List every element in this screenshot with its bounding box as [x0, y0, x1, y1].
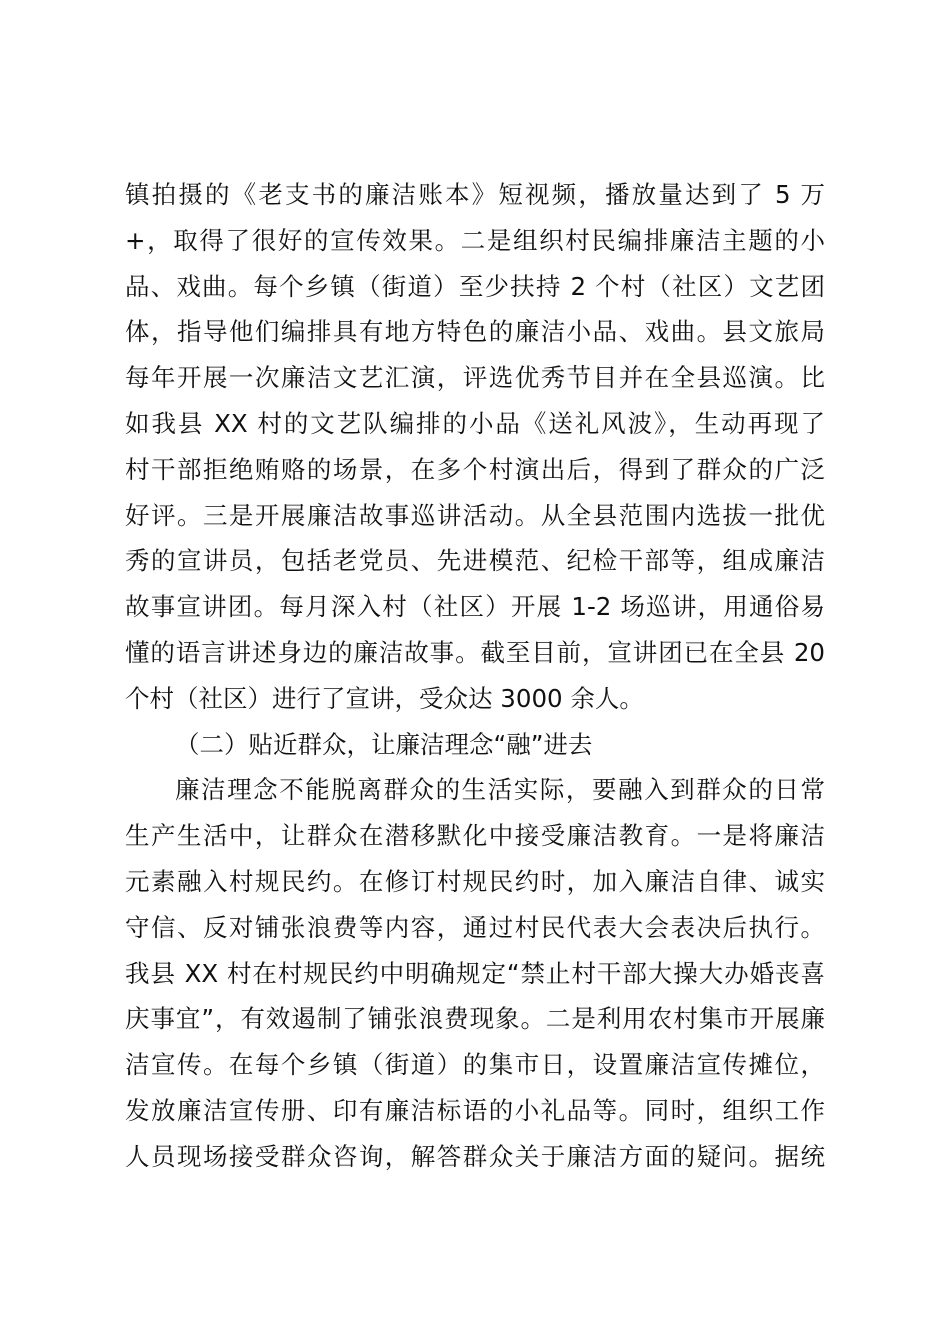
- text-line: 个村（社区）进行了宣讲，受众达 3000 余人。: [125, 683, 644, 713]
- text-line: 好评。三是开展廉洁故事巡讲活动。从全县范围内选拔一批优: [125, 500, 825, 530]
- text-line: 发放廉洁宣传册、印有廉洁标语的小礼品等。同时，组织工作: [125, 1095, 825, 1125]
- text-line: 故事宣讲团。每月深入村（社区）开展 1-2 场巡讲，用通俗易: [125, 592, 825, 622]
- text-line: 守信、反对铺张浪费等内容，通过村民代表大会表决后执行。: [125, 912, 825, 942]
- text-line: 每年开展一次廉洁文艺汇演，评选优秀节目并在全县巡演。比: [125, 363, 825, 393]
- text-line: 人员现场接受群众咨询，解答群众关于廉洁方面的疑问。据统: [125, 1141, 825, 1171]
- text-line: 元素融入村规民约。在修订村规民约时，加入廉洁自律、诚实: [125, 866, 825, 896]
- text-line: +，取得了很好的宣传效果。二是组织村民编排廉洁主题的小: [125, 225, 825, 255]
- text-line: 生产生活中，让群众在潜移默化中接受廉洁教育。一是将廉洁: [125, 821, 825, 851]
- text-line: 庆事宜”，有效遏制了铺张浪费现象。二是利用农村集市开展廉: [125, 1004, 825, 1034]
- text-line: 镇拍摄的《老支书的廉洁账本》短视频，播放量达到了 5 万: [125, 180, 825, 209]
- text-line: 廉洁理念不能脱离群众的生活实际，要融入到群众的日常: [175, 775, 825, 805]
- text-line: 体，指导他们编排具有地方特色的廉洁小品、戏曲。县文旅局: [125, 317, 825, 347]
- text-line: 村干部拒绝贿赂的场景，在多个村演出后，得到了群众的广泛: [125, 454, 825, 484]
- body-text: [125, 172, 825, 1180]
- section-heading: （二）贴近群众，让廉洁理念“融”进去: [175, 729, 593, 759]
- text-line: 如我县 XX 村的文艺队编排的小品《送礼风波》，生动再现了: [125, 408, 825, 438]
- text-line: 秀的宣讲员，包括老党员、先进模范、纪检干部等，组成廉洁: [125, 546, 825, 576]
- text-line: 懂的语言讲述身边的廉洁故事。截至目前，宣讲团已在全县 20: [125, 637, 825, 667]
- text-line: 洁宣传。在每个乡镇（街道）的集市日，设置廉洁宣传摊位，: [125, 1050, 825, 1080]
- text-line: 品、戏曲。每个乡镇（街道）至少扶持 2 个村（社区）文艺团: [125, 271, 825, 301]
- text-line: 我县 XX 村在村规民约中明确规定“禁止村干部大操大办婚丧喜: [125, 958, 825, 988]
